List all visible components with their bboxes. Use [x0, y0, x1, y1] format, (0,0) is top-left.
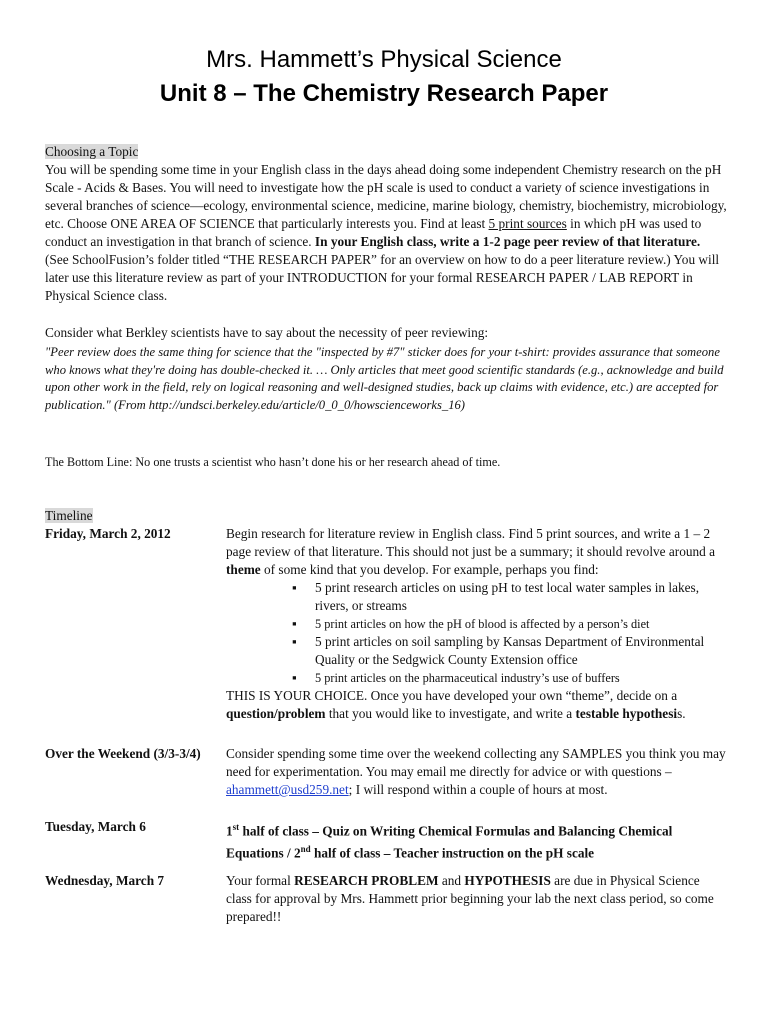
teacher-email-link[interactable]: ahammett@usd259.net — [226, 782, 349, 797]
choosing-section — [45, 143, 727, 305]
timeline-description: Begin research for literature review in English class. Find 5 print sources, and write a 1 – 2 page review of that literature. This should not just be a summary; it should revolve around a theme of some kind that you develop. For example, perhaps you find: ▪ 5 print research articles on using pH to test local water samples in lakes, rivers, or streams ▪ 5 print articles on how the pH of blood is affected by a person’s diet ▪ 5 print articles on soil sampling by Kansas Department of Environmental Quality or the Sedgwick County Extension office ▪ 5 print articles on the pharmaceutical industry’s use of buffers THIS IS YOUR CHOICE. Once you have developed your own “theme”, decide on a question/problem that you would like to investigate, and write a testable hypothesis. — [226, 525, 728, 723]
timeline-description: 1st half of class – Quiz on Writing Chemical Formulas and Balancing Chemical Equations / 2nd half of class – Teacher instruction on the pH scale — [226, 822, 673, 861]
bottom-line-text: The Bottom Line: No one trusts a scientist who hasn’t done his or her research ahead of time. — [45, 455, 501, 469]
bullet-icon: ▪ — [292, 580, 297, 595]
document-title: Mrs. Hammett’s Physical Science — [206, 46, 562, 73]
consider-text: Consider what Berkley scientists have to say about the necessity of peer reviewing: — [45, 325, 489, 340]
choosing-topic-heading: Choosing a Topic — [45, 144, 139, 159]
timeline-date: Over the Weekend (3/3-3/4) — [45, 746, 201, 761]
timeline-date: Tuesday, March 6 — [45, 819, 146, 834]
timeline-date: Wednesday, March 7 — [45, 873, 165, 888]
document-subtitle: Unit 8 – The Chemistry Research Paper — [159, 80, 609, 107]
timeline-description: Consider spending some time over the weekend collecting any SAMPLES you think you may need for experimentation. You may email me directly for advice or with questions – ahammett@usd259.net; I will respond within a couple of hours at most. — [226, 746, 726, 797]
bullet-item: ▪ 5 print articles on the pharmaceutical industry’s use of buffers — [292, 670, 620, 685]
print-sources-link: 5 print sources — [488, 216, 567, 231]
timeline-date: Friday, March 2, 2012 — [45, 526, 171, 541]
bullet-item: ▪ 5 print research articles on using pH to test local water samples in lakes, rivers, or streams — [292, 580, 700, 613]
bullet-item: ▪ 5 print articles on soil sampling by Kansas Department of Environmental Quality or the Sedgwick County Extension office — [292, 634, 705, 667]
peer-review-instruction: In your English class, write a 1-2 page peer review of that literature. — [314, 234, 701, 249]
bullet-icon: ▪ — [292, 634, 297, 649]
timeline-description: Your formal RESEARCH PROBLEM and HYPOTHESIS are due in Physical Science class for approval by Mrs. Hammett prior beginning your lab the next class period, so come prepared!! — [226, 873, 714, 924]
choosing-paragraph-text: You will be spending some time in your English class in the days ahead doing some independent Chemistry research on the pH Scale - Acids & Bases. You will need to investigate how the pH scale is used to conduct a variety of science investigations in several branches of science—ecology, environmental science, medicine, marine biology, chemistry, biochemistry, microbiology, etc. Choose ONE AREA OF SCIENCE that particularly interests you. Find at least 5 print sources in which pH was used to conduct an investigation in that branch of science. In your English class, write a 1-2 page peer review of that literature. (See SchoolFusion’s folder titled “THE RESEARCH PAPER” for an overview on how to do a peer literature review.) You will later use this literature review as part of your INTRODUCTION for your formal RESEARCH PAPER / LAB REPORT in Physical Science class. — [45, 162, 727, 303]
timeline-heading-row — [45, 507, 727, 525]
timeline-heading: Timeline — [45, 508, 93, 523]
berkeley-quote: "Peer review does the same thing for science that the "inspected by #7" sticker does for your t-shirt: provides assurance that someone who knows what they're doing has double-checked it. … Only articles that meet good scientific standards (e.g., acknowledge and build upon other work in the field, rely on logical reasoning and well-designed studies, back up claims with evidence, etc.) are accepted for publication." (From http://undsci.berkeley.edu/article/0_0_0/howscienceworks_16) — [45, 345, 724, 412]
bullet-icon: ▪ — [292, 670, 297, 685]
bullet-item: ▪ 5 print articles on how the pH of blood is affected by a person’s diet — [292, 616, 650, 631]
bullet-icon: ▪ — [292, 616, 297, 631]
